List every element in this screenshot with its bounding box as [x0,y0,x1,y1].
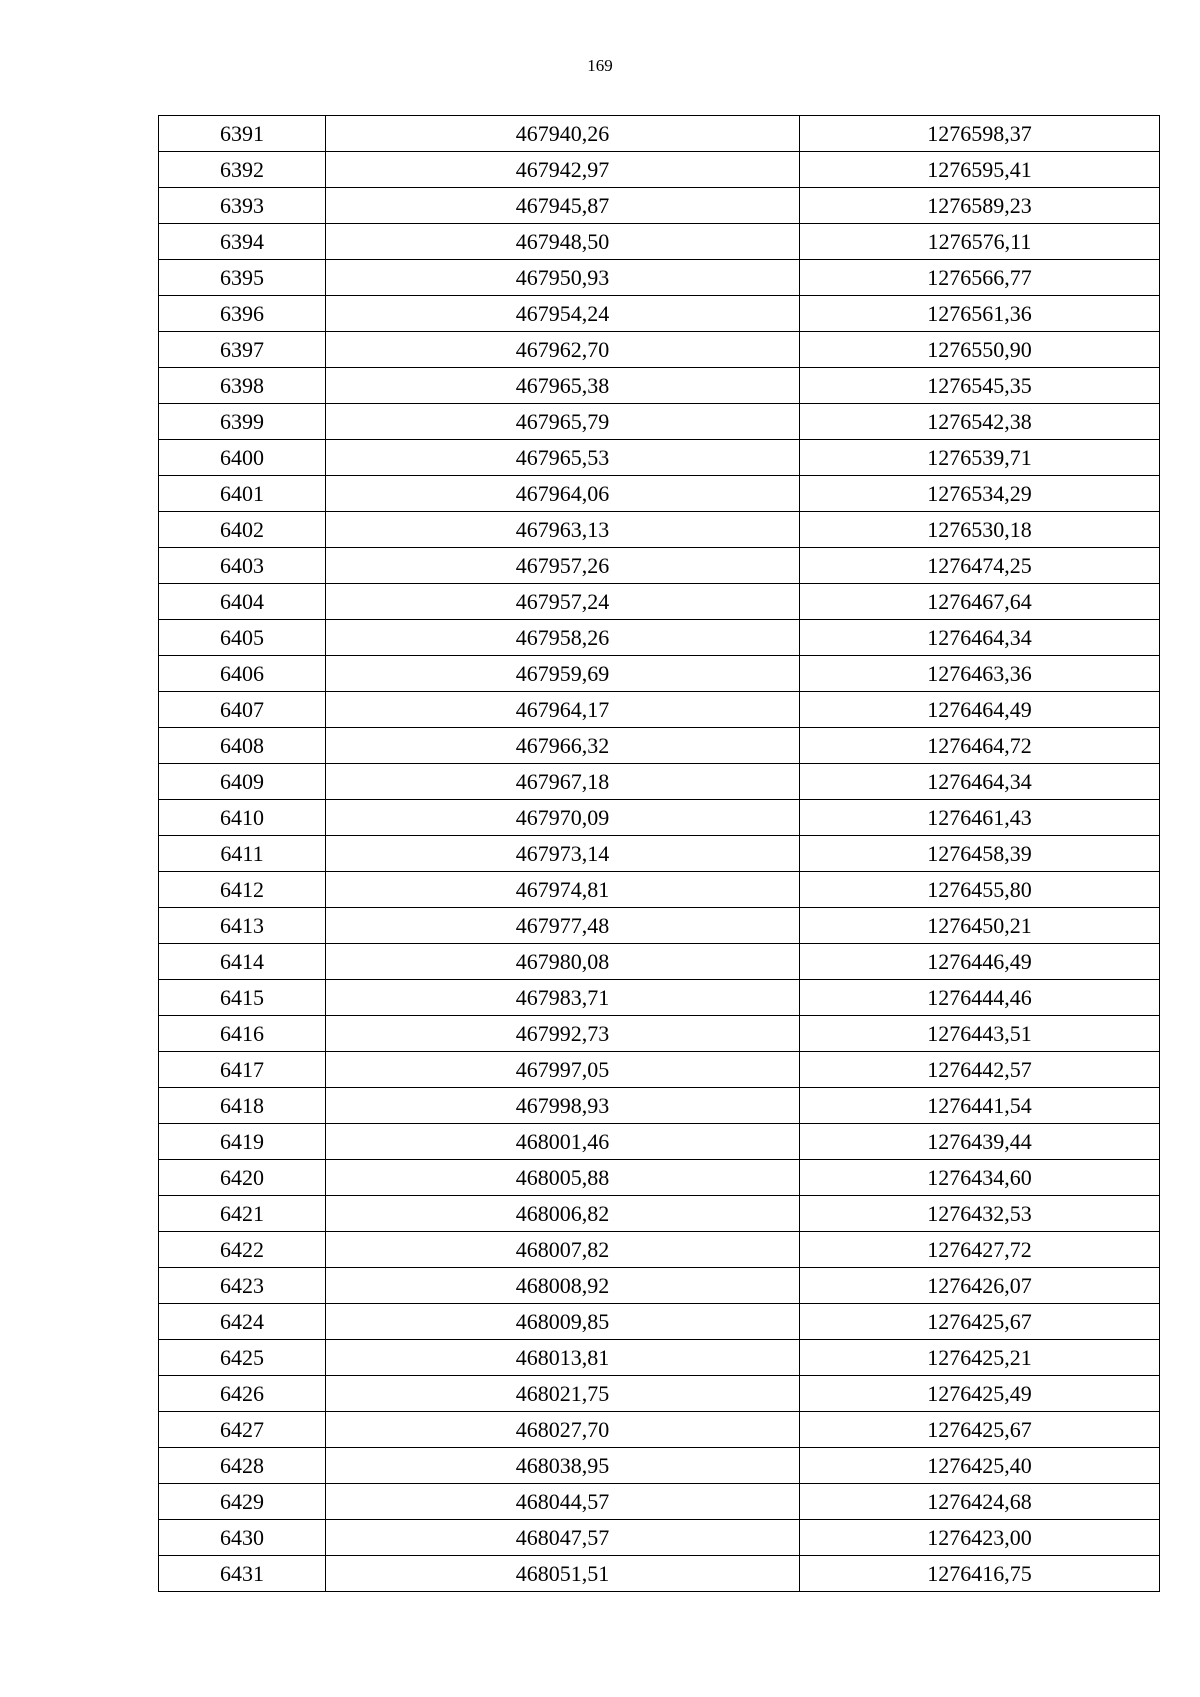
y-coordinate-cell: 1276576,11 [800,224,1160,260]
y-coordinate-cell: 1276545,35 [800,368,1160,404]
table-row [159,1340,1160,1376]
y-coordinate-cell: 1276423,00 [800,1520,1160,1556]
point-number-cell: 6414 [159,944,326,980]
coordinates-table [158,115,1160,1592]
y-coordinate-cell: 1276434,60 [800,1160,1160,1196]
x-coordinate-cell: 467945,87 [326,188,800,224]
y-coordinate-cell: 1276426,07 [800,1268,1160,1304]
point-number-cell: 6391 [159,116,326,152]
point-number-cell: 6398 [159,368,326,404]
x-coordinate-cell: 467965,79 [326,404,800,440]
x-coordinate-cell: 467967,18 [326,764,800,800]
point-number-cell: 6403 [159,548,326,584]
y-coordinate-cell: 1276458,39 [800,836,1160,872]
table-row [159,1016,1160,1052]
table-row [159,656,1160,692]
x-coordinate-cell: 468001,46 [326,1124,800,1160]
table-row [159,188,1160,224]
x-coordinate-cell: 468021,75 [326,1376,800,1412]
x-coordinate-cell: 468044,57 [326,1484,800,1520]
table-row [159,512,1160,548]
x-coordinate-cell: 468027,70 [326,1412,800,1448]
x-coordinate-cell: 467964,06 [326,476,800,512]
x-coordinate-cell: 468006,82 [326,1196,800,1232]
table-row [159,1196,1160,1232]
x-coordinate-cell: 468038,95 [326,1448,800,1484]
table-row [159,1448,1160,1484]
point-number-cell: 6417 [159,1052,326,1088]
x-coordinate-cell: 467997,05 [326,1052,800,1088]
point-number-cell: 6422 [159,1232,326,1268]
point-number-cell: 6428 [159,1448,326,1484]
point-number-cell: 6411 [159,836,326,872]
table-row [159,908,1160,944]
point-number-cell: 6423 [159,1268,326,1304]
point-number-cell: 6408 [159,728,326,764]
point-number-cell: 6431 [159,1556,326,1592]
point-number-cell: 6392 [159,152,326,188]
table-row [159,1412,1160,1448]
x-coordinate-cell: 467958,26 [326,620,800,656]
x-coordinate-cell: 467950,93 [326,260,800,296]
x-coordinate-cell: 467954,24 [326,296,800,332]
x-coordinate-cell: 467983,71 [326,980,800,1016]
table-row [159,1160,1160,1196]
x-coordinate-cell: 468009,85 [326,1304,800,1340]
table-row [159,1268,1160,1304]
x-coordinate-cell: 467977,48 [326,908,800,944]
x-coordinate-cell: 467942,97 [326,152,800,188]
table-row [159,152,1160,188]
point-number-cell: 6405 [159,620,326,656]
x-coordinate-cell: 468013,81 [326,1340,800,1376]
y-coordinate-cell: 1276427,72 [800,1232,1160,1268]
table-row [159,872,1160,908]
point-number-cell: 6407 [159,692,326,728]
y-coordinate-cell: 1276464,34 [800,620,1160,656]
table-row [159,584,1160,620]
point-number-cell: 6410 [159,800,326,836]
x-coordinate-cell: 467948,50 [326,224,800,260]
table-row [159,1232,1160,1268]
point-number-cell: 6415 [159,980,326,1016]
x-coordinate-cell: 467974,81 [326,872,800,908]
y-coordinate-cell: 1276561,36 [800,296,1160,332]
x-coordinate-cell: 467966,32 [326,728,800,764]
point-number-cell: 6400 [159,440,326,476]
x-coordinate-cell: 468007,82 [326,1232,800,1268]
table-row [159,944,1160,980]
y-coordinate-cell: 1276474,25 [800,548,1160,584]
table-row [159,548,1160,584]
y-coordinate-cell: 1276566,77 [800,260,1160,296]
point-number-cell: 6413 [159,908,326,944]
point-number-cell: 6409 [159,764,326,800]
point-number-cell: 6430 [159,1520,326,1556]
table-row [159,1556,1160,1592]
x-coordinate-cell: 467962,70 [326,332,800,368]
y-coordinate-cell: 1276461,43 [800,800,1160,836]
y-coordinate-cell: 1276425,49 [800,1376,1160,1412]
x-coordinate-cell: 467959,69 [326,656,800,692]
table-row [159,1088,1160,1124]
table-row [159,620,1160,656]
table-row [159,296,1160,332]
x-coordinate-cell: 467957,24 [326,584,800,620]
table-row [159,764,1160,800]
table-row [159,980,1160,1016]
y-coordinate-cell: 1276550,90 [800,332,1160,368]
y-coordinate-cell: 1276530,18 [800,512,1160,548]
table-row [159,1052,1160,1088]
x-coordinate-cell: 467992,73 [326,1016,800,1052]
point-number-cell: 6421 [159,1196,326,1232]
y-coordinate-cell: 1276598,37 [800,116,1160,152]
x-coordinate-cell: 467957,26 [326,548,800,584]
x-coordinate-cell: 467970,09 [326,800,800,836]
table-row [159,1124,1160,1160]
y-coordinate-cell: 1276444,46 [800,980,1160,1016]
x-coordinate-cell: 468005,88 [326,1160,800,1196]
point-number-cell: 6416 [159,1016,326,1052]
point-number-cell: 6404 [159,584,326,620]
point-number-cell: 6401 [159,476,326,512]
point-number-cell: 6429 [159,1484,326,1520]
point-number-cell: 6406 [159,656,326,692]
x-coordinate-cell: 468047,57 [326,1520,800,1556]
y-coordinate-cell: 1276595,41 [800,152,1160,188]
table-row [159,404,1160,440]
x-coordinate-cell: 467980,08 [326,944,800,980]
table-row [159,1484,1160,1520]
x-coordinate-cell: 467965,53 [326,440,800,476]
y-coordinate-cell: 1276539,71 [800,440,1160,476]
point-number-cell: 6425 [159,1340,326,1376]
table-row [159,368,1160,404]
table-row [159,476,1160,512]
y-coordinate-cell: 1276464,72 [800,728,1160,764]
y-coordinate-cell: 1276439,44 [800,1124,1160,1160]
table-row [159,728,1160,764]
point-number-cell: 6397 [159,332,326,368]
y-coordinate-cell: 1276443,51 [800,1016,1160,1052]
y-coordinate-cell: 1276424,68 [800,1484,1160,1520]
x-coordinate-cell: 468008,92 [326,1268,800,1304]
y-coordinate-cell: 1276441,54 [800,1088,1160,1124]
point-number-cell: 6412 [159,872,326,908]
point-number-cell: 6393 [159,188,326,224]
table-row [159,440,1160,476]
y-coordinate-cell: 1276425,67 [800,1304,1160,1340]
table-row [159,800,1160,836]
y-coordinate-cell: 1276432,53 [800,1196,1160,1232]
y-coordinate-cell: 1276542,38 [800,404,1160,440]
table-row [159,116,1160,152]
table-row [159,692,1160,728]
y-coordinate-cell: 1276467,64 [800,584,1160,620]
table-row [159,224,1160,260]
x-coordinate-cell: 467998,93 [326,1088,800,1124]
point-number-cell: 6427 [159,1412,326,1448]
y-coordinate-cell: 1276425,40 [800,1448,1160,1484]
x-coordinate-cell: 467965,38 [326,368,800,404]
y-coordinate-cell: 1276589,23 [800,188,1160,224]
x-coordinate-cell: 467973,14 [326,836,800,872]
page-number: 169 [587,56,613,75]
y-coordinate-cell: 1276455,80 [800,872,1160,908]
x-coordinate-cell: 468051,51 [326,1556,800,1592]
point-number-cell: 6420 [159,1160,326,1196]
y-coordinate-cell: 1276425,21 [800,1340,1160,1376]
point-number-cell: 6395 [159,260,326,296]
table-row [159,1376,1160,1412]
y-coordinate-cell: 1276450,21 [800,908,1160,944]
y-coordinate-cell: 1276442,57 [800,1052,1160,1088]
x-coordinate-cell: 467940,26 [326,116,800,152]
table-row [159,1520,1160,1556]
point-number-cell: 6399 [159,404,326,440]
y-coordinate-cell: 1276464,49 [800,692,1160,728]
point-number-cell: 6426 [159,1376,326,1412]
point-number-cell: 6418 [159,1088,326,1124]
y-coordinate-cell: 1276463,36 [800,656,1160,692]
point-number-cell: 6424 [159,1304,326,1340]
y-coordinate-cell: 1276416,75 [800,1556,1160,1592]
point-number-cell: 6394 [159,224,326,260]
table-row [159,332,1160,368]
y-coordinate-cell: 1276446,49 [800,944,1160,980]
y-coordinate-cell: 1276464,34 [800,764,1160,800]
y-coordinate-cell: 1276425,67 [800,1412,1160,1448]
table-body [159,116,1160,1592]
point-number-cell: 6402 [159,512,326,548]
point-number-cell: 6396 [159,296,326,332]
table-row [159,260,1160,296]
x-coordinate-cell: 467964,17 [326,692,800,728]
table-row [159,1304,1160,1340]
point-number-cell: 6419 [159,1124,326,1160]
y-coordinate-cell: 1276534,29 [800,476,1160,512]
table-row [159,836,1160,872]
x-coordinate-cell: 467963,13 [326,512,800,548]
